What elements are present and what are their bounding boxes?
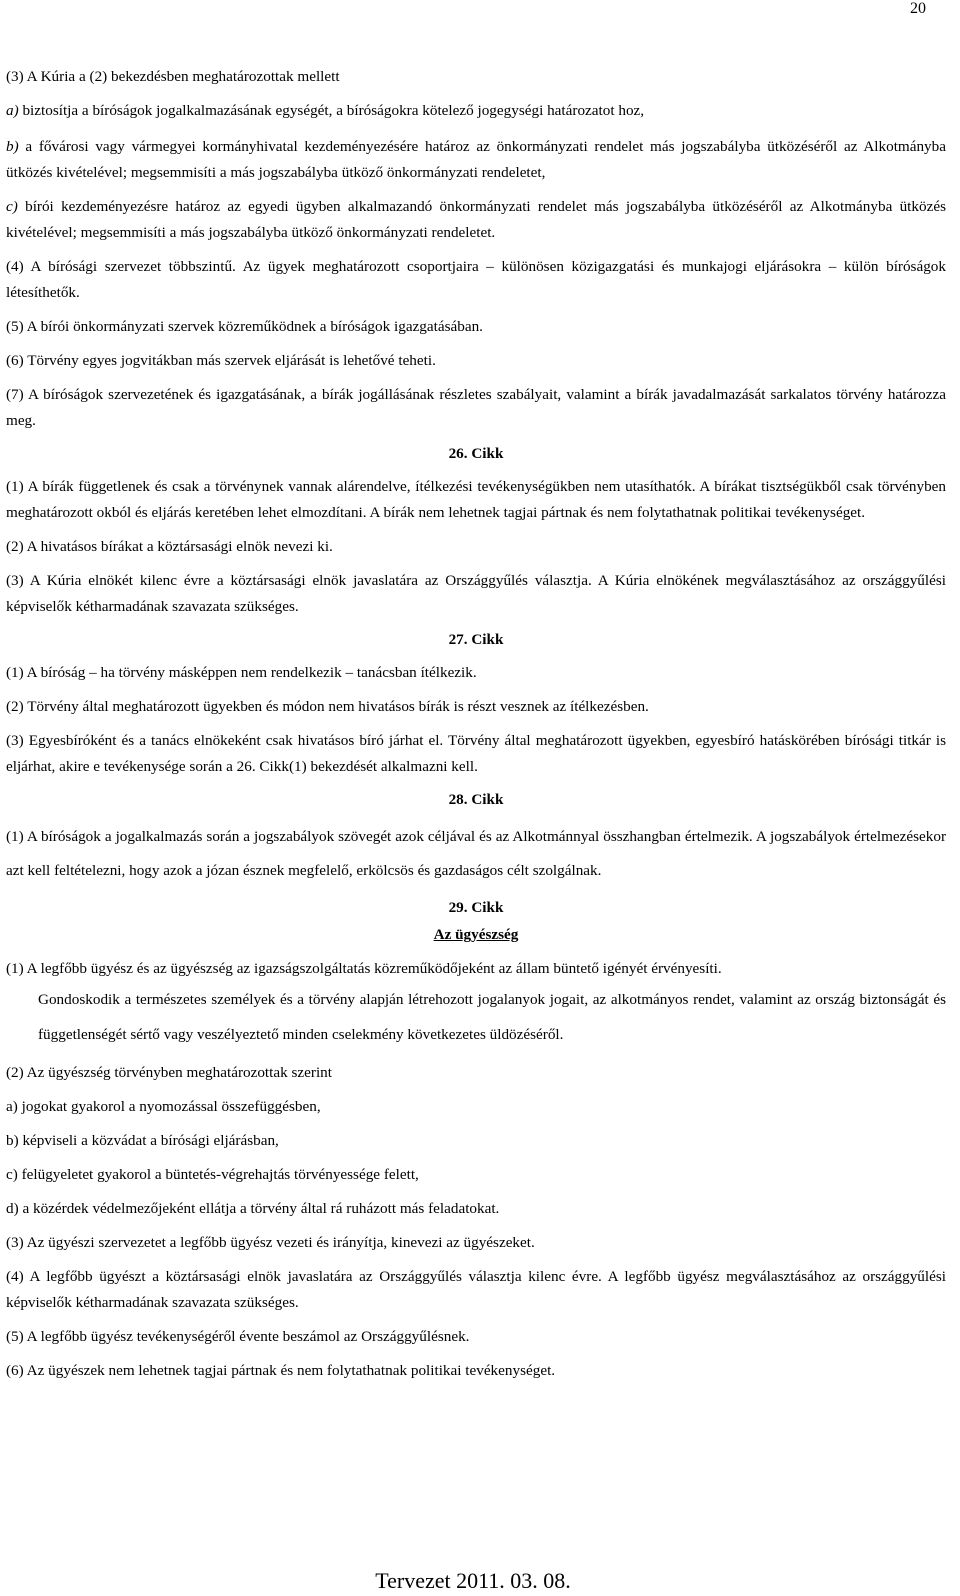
- article-26-para-1: (1) A bírák függetlenek és csak a törvénynek vannak alárendelve, ítélkezési tevékenységükben nem utasíthatók. A bírákat tisztségükből csak törvényben meghatározott okból és eljárás keretében lehet elmozdítani. A bírák nem lehetnek tagjai pártnak és nem folytathatnak politikai tevékenységet.: [6, 478, 946, 521]
- article-26-para-3: (3) A Kúria elnökét kilenc évre a köztársasági elnök javaslatára az Országgyűlés választja. A Kúria elnökének megválasztásához az országgyűlési képviselők kétharmadának szavazata szükséges.: [6, 572, 946, 615]
- article-heading-27: 27. Cikk: [448, 631, 504, 648]
- article-29-para-3: (3) Az ügyészi szervezetet a legfőbb ügyész vezeti és irányítja, kinevezi az ügyészeket.: [6, 1234, 535, 1251]
- page-number: 20: [910, 0, 926, 17]
- article-27-para-1: (1) A bíróság – ha törvény másképpen nem rendelkezik – tanácsban ítélkezik.: [6, 664, 477, 681]
- paragraph-4: (4) A bírósági szervezet többszintű. Az ügyek meghatározott csoportjaira – különösen közigazgatási és munkajogi eljárásokra – külön bíróságok létesíthetők.: [6, 258, 946, 301]
- paragraph-7: (7) A bíróságok szervezetének és igazgatásának, a bírák jogállásának részletes szabályait, valamint a bírák javadalmazását sarkalatos törvény határozza meg.: [6, 386, 946, 429]
- article-29-para-1-cont: Gondoskodik a természetes személyek és a törvény alapján létrehozott jogalanyok jogait, az alkotmányos rendet, valamint az ország biztonságát és függetlenségét sértő vagy veszélyeztető minden cselekmény következetes üldözéséről.: [38, 991, 946, 1043]
- article-29-para-4: (4) A legfőbb ügyészt a köztársasági elnök javaslatára az Országgyűlés választja kilenc évre. A legfőbb ügyész megválasztásához az országgyűlési képviselők kétharmadának szavazata szükséges.: [6, 1268, 946, 1311]
- article-29-title: Az ügyészség: [433, 926, 519, 943]
- document-body: [6, 64, 946, 1384]
- list-label-b: b): [6, 138, 19, 155]
- list-text-b: a fővárosi vagy vármegyei kormányhivatal kezdeményezésére határoz az önkormányzati rendelet más jogszabályba ütközéséről az Alkotmányba ütközés kivételével; megsemmisíti a más jogszabályba ütköző önkormányzati rendeletet,: [6, 138, 946, 181]
- list-item-a: [6, 98, 946, 124]
- article-heading-29: 29. Cikk: [448, 899, 504, 916]
- list-item-c: [6, 194, 946, 246]
- article-29-item-a: a) jogokat gyakorol a nyomozással összefüggésben,: [6, 1098, 321, 1115]
- paragraph-kuria-3: (3) A Kúria a (2) bekezdésben meghatározottak mellett: [6, 68, 340, 85]
- article-29-para-5: (5) A legfőbb ügyész tevékenységéről évente beszámol az Országgyűlésnek.: [6, 1328, 470, 1345]
- article-29-para-6: (6) Az ügyészek nem lehetnek tagjai pártnak és nem folytathatnak politikai tevékenységet.: [6, 1362, 556, 1379]
- paragraph-5: (5) A bírói önkormányzati szervek közreműködnek a bíróságok igazgatásában.: [6, 318, 483, 335]
- article-28-para-1: (1) A bíróságok a jogalkalmazás során a jogszabályok szövegét azok céljával és az Alkotmánnyal összhangban értelmezik. A jogszabályok értelmezésekor azt kell feltételezni, hogy azok a józan észnek megfelelő, erkölcsös és gazdaságos célt szolgálnak.: [6, 828, 946, 879]
- article-heading-26: 26. Cikk: [448, 445, 504, 462]
- article-26-para-2: (2) A hivatásos bírákat a köztársasági elnök nevezi ki.: [6, 538, 333, 555]
- article-29-item-d: d) a közérdek védelmezőjeként ellátja a törvény által rá ruházott más feladatokat.: [6, 1200, 500, 1217]
- footer-draft-date: Tervezet 2011. 03. 08.: [375, 1568, 571, 1593]
- list-text-a: biztosítja a bíróságok jogalkalmazásának egységét, a bíróságokra kötelező jogegységi határozatot hoz,: [18, 102, 645, 119]
- article-27-para-3: (3) Egyesbíróként és a tanács elnökeként csak hivatásos bíró járhat el. Törvény által meghatározott ügyekben, egyesbíró hatáskörében bírósági titkár is eljárhat, akire e tevékenysége során a 26. Cikk(1) bekezdését alkalmazni kell.: [6, 732, 946, 775]
- paragraph-6: (6) Törvény egyes jogvitákban más szervek eljárását is lehetővé teheti.: [6, 352, 436, 369]
- article-29-item-b: b) képviseli a közvádat a bírósági eljárásban,: [6, 1132, 279, 1149]
- list-item-b: [6, 134, 946, 186]
- article-29-para-2: (2) Az ügyészség törvényben meghatározottak szerint: [6, 1064, 332, 1081]
- article-29-para-1: (1) A legfőbb ügyész és az ügyészség az igazságszolgáltatás közreműködőjeként az állam büntető igényét érvényesíti.: [6, 960, 722, 977]
- article-heading-28: 28. Cikk: [448, 791, 504, 808]
- article-27-para-2: (2) Törvény által meghatározott ügyekben és módon nem hivatásos bírák is részt vesznek az ítélkezésben.: [6, 698, 649, 715]
- list-label-a: a): [6, 102, 19, 119]
- list-text-c: bírói kezdeményezésre határoz az egyedi ügyben alkalmazandó önkormányzati rendelet más jogszabályba ütközéséről az Alkotmányba ütközés kivételével; megsemmisíti a más jogszabályba ütköző önkormányzati rendeletet.: [6, 198, 946, 241]
- article-29-item-c: c) felügyeletet gyakorol a büntetés-végrehajtás törvényessége felett,: [6, 1166, 419, 1183]
- list-label-c: c): [6, 198, 18, 215]
